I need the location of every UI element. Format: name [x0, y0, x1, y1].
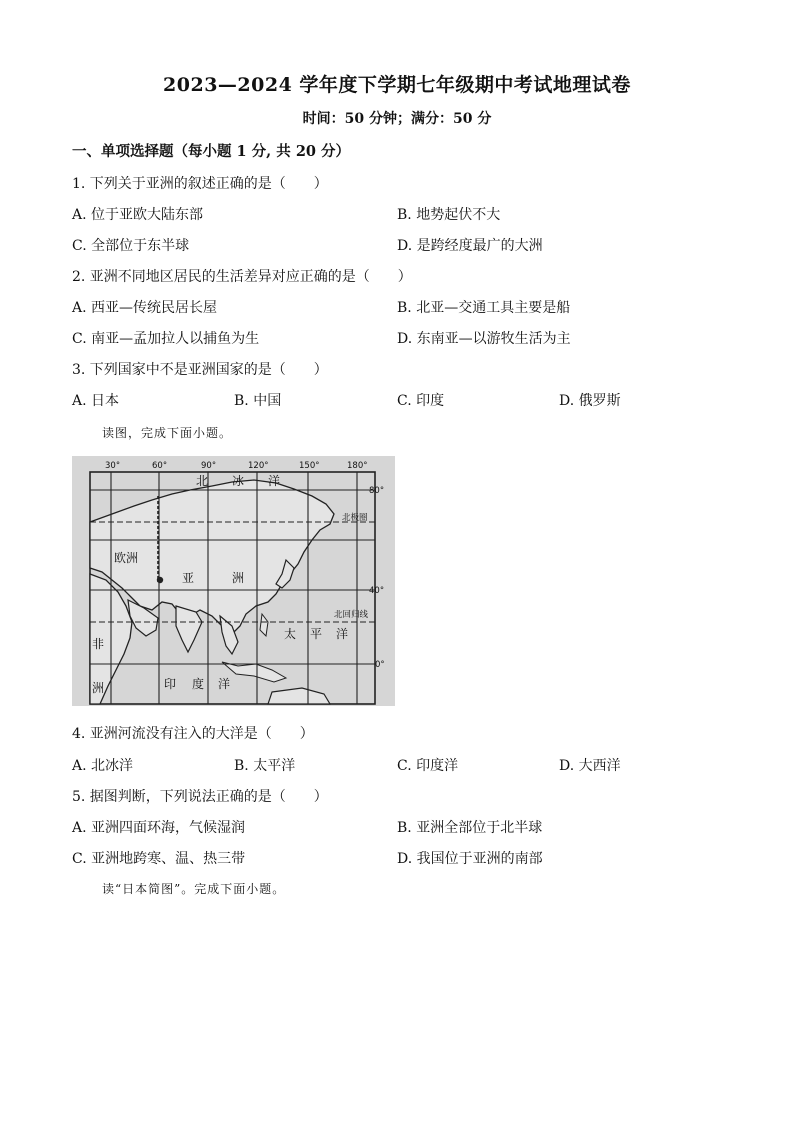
question-1-option-b: B. 地势起伏不大 [397, 207, 501, 223]
question-5-option-c: C. 亚洲地跨寒、温、热三带 [72, 851, 246, 867]
indian-ocean-label-1: 印 [164, 677, 177, 691]
question-3-option-b: B. 中国 [234, 393, 282, 409]
europe-label: 欧洲 [114, 551, 139, 565]
question-5-option-b: B. 亚洲全部位于北半球 [397, 820, 543, 836]
pacific-label-2: 平 [310, 627, 323, 641]
indian-ocean-label-2: 度 [192, 677, 205, 691]
lat-label-40: 40° [369, 586, 385, 596]
question-5-option-a: A. 亚洲四面环海，气候湿润 [72, 820, 246, 836]
asia-map [72, 456, 395, 706]
location-marker [157, 577, 163, 583]
lon-label-30: 30° [105, 461, 121, 471]
question-5-stem: 5. 据图判断，下列说法正确的是（ ） [72, 789, 328, 805]
lon-label-120: 120° [248, 461, 269, 471]
page-title: 2023—2024 学年度下学期七年级期中考试地理试卷 [163, 74, 631, 96]
question-1-stem: 1. 下列关于亚洲的叙述正确的是（ ） [72, 176, 328, 192]
lat-label-0: 0° [375, 660, 385, 670]
question-4-option-b: B. 太平洋 [234, 758, 296, 774]
arctic-ocean-label-2: 冰 [232, 474, 245, 488]
question-2-option-a: A. 西亚—传统民居长屋 [72, 300, 218, 316]
question-2-stem: 2. 亚洲不同地区居民的生活差异对应正确的是（ ） [72, 269, 412, 285]
africa-label-1: 非 [92, 637, 105, 651]
exam-info: 时间：50 分钟；满分：50 分 [302, 111, 492, 127]
indian-ocean-label-3: 洋 [218, 677, 231, 691]
japan-map-instruction: 读“日本简图”。完成下面小题。 [102, 882, 286, 896]
lon-label-90: 90° [201, 461, 217, 471]
pacific-label-3: 洋 [336, 627, 349, 641]
question-4-option-a: A. 北冰洋 [72, 758, 134, 774]
question-2-option-d: D. 东南亚—以游牧生活为主 [397, 331, 571, 347]
question-2-option-c: C. 南亚—孟加拉人以捕鱼为生 [72, 331, 260, 347]
section-heading: 一、单项选择题（每小题 1 分, 共 20 分） [72, 143, 351, 160]
question-3-option-d: D. 俄罗斯 [559, 393, 621, 409]
question-4-stem: 4. 亚洲河流没有注入的大洋是（ ） [72, 726, 314, 742]
africa-label-2: 洲 [92, 681, 105, 695]
lon-label-150: 150° [299, 461, 320, 471]
arctic-ocean-label-1: 北 [196, 474, 209, 488]
asia-label-1: 亚 [182, 571, 195, 585]
tropic-of-cancer-label: 北回归线 [334, 610, 369, 620]
lat-label-80: 80° [369, 486, 385, 496]
arctic-circle-label: 北极圈 [342, 513, 368, 523]
question-5-option-d: D. 我国位于亚洲的南部 [397, 851, 543, 867]
question-3-option-c: C. 印度 [397, 393, 445, 409]
question-1-option-c: C. 全部位于东半球 [72, 238, 190, 254]
question-1-option-a: A. 位于亚欧大陆东部 [72, 207, 204, 223]
lon-label-60: 60° [152, 461, 168, 471]
asia-label-2: 洲 [232, 571, 245, 585]
question-4-option-d: D. 大西洋 [559, 758, 621, 774]
question-3-option-a: A. 日本 [72, 393, 120, 409]
question-1-option-d: D. 是跨经度最广的大洲 [397, 238, 543, 254]
map-instruction: 读图，完成下面小题。 [102, 426, 233, 440]
question-4-option-c: C. 印度洋 [397, 758, 459, 774]
arctic-ocean-label-3: 洋 [268, 474, 281, 488]
pacific-label-1: 太 [284, 627, 297, 641]
question-2-option-b: B. 北亚—交通工具主要是船 [397, 300, 571, 316]
question-3-stem: 3. 下列国家中不是亚洲国家的是（ ） [72, 362, 328, 378]
lon-label-180: 180° [347, 461, 368, 471]
